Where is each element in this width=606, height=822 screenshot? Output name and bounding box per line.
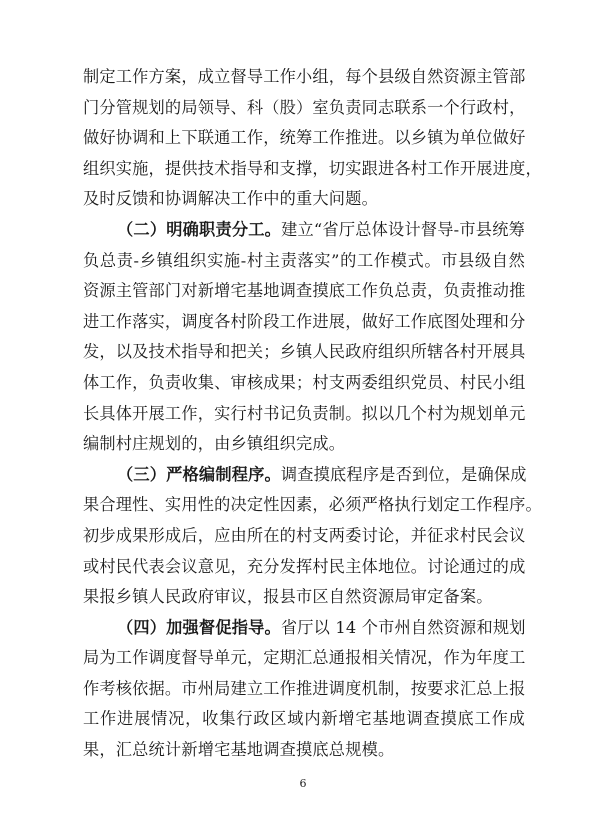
text-line: 长具体开展工作，实行村书记负责制。拟以几个村为规划单元: [83, 403, 526, 423]
paragraph-3: [83, 460, 542, 613]
text-line: 负总责-乡镇组织实施-村主责落实”的工作模式。市县级自然: [83, 250, 525, 270]
text-line: 门分管规划的局领导、科（股）室负责同志联系一个行政村，: [83, 97, 526, 117]
text-line: [83, 460, 525, 491]
text-line: 体工作，负责收集、审核成果；村支两委组织党员、村民小组: [83, 372, 526, 392]
text-line: [83, 613, 525, 644]
section-heading-2: （二）明确职责分工。: [117, 219, 282, 239]
text-line: 资源主管部门对新增宅基地调查摸底工作负总责，负责推动推: [83, 281, 526, 301]
paragraph-4: [83, 613, 525, 766]
text-line: 及时反馈和协调解决工作中的重大问题。: [83, 189, 378, 209]
text-line: 果，汇总统计新增宅基地调查摸底总规模。: [83, 740, 395, 760]
text-line: 编制村庄规划的，由乡镇组织完成。: [83, 434, 346, 454]
text-run: 建立“省厅总体设计督导-市县统筹: [281, 219, 525, 239]
text-line: 工作进展情况，收集行政区域内新增宅基地调查摸底工作成: [83, 709, 525, 729]
section-heading-3: （三）严格编制程序。: [117, 464, 281, 484]
paragraph-1: [83, 62, 542, 215]
text-line: 做好协调和上下联通工作，统筹工作推进。以乡镇为单位做好: [83, 128, 526, 148]
text-run: 调查摸底程序是否到位，是确保成: [280, 464, 527, 484]
text-line: [83, 215, 525, 246]
text-line: 或村民代表会议意见，充分发挥村民主体地位。讨论通过的成: [83, 556, 526, 576]
text-line: 果合理性、实用性的决定性因素，必须严格执行划定工作程序。: [83, 495, 542, 515]
text-line: 作考核依据。市州局建立工作推进调度机制，按要求汇总上报: [83, 678, 526, 698]
section-heading-4: （四）加强督促指导。: [117, 617, 281, 637]
text-run: 省厅以 14 个市州自然资源和规划: [280, 617, 526, 637]
body-text: [83, 62, 542, 766]
text-line: 制定工作方案，成立督导工作小组，每个县级自然资源主管部: [83, 67, 526, 86]
text-line: 进工作落实，调度各村阶段工作进展，做好工作底图处理和分: [83, 311, 526, 331]
text-line: 发，以及技术指导和把关；乡镇人民政府组织所辖各村开展具: [83, 342, 526, 362]
text-line: 初步成果形成后，应由所在的村支两委讨论，并征求村民会议: [83, 525, 526, 545]
text-line: 局为工作调度督导单元，定期汇总通报相关情况，作为年度工: [83, 648, 526, 668]
paragraph-2: [83, 215, 525, 460]
text-line: 组织实施，提供技术指导和支撑，切实跟进各村工作开展进度，: [83, 158, 542, 178]
text-line: 果报乡镇人民政府审议，报县市区自然资源局审定备案。: [83, 587, 493, 607]
page-number: 6: [299, 777, 307, 790]
